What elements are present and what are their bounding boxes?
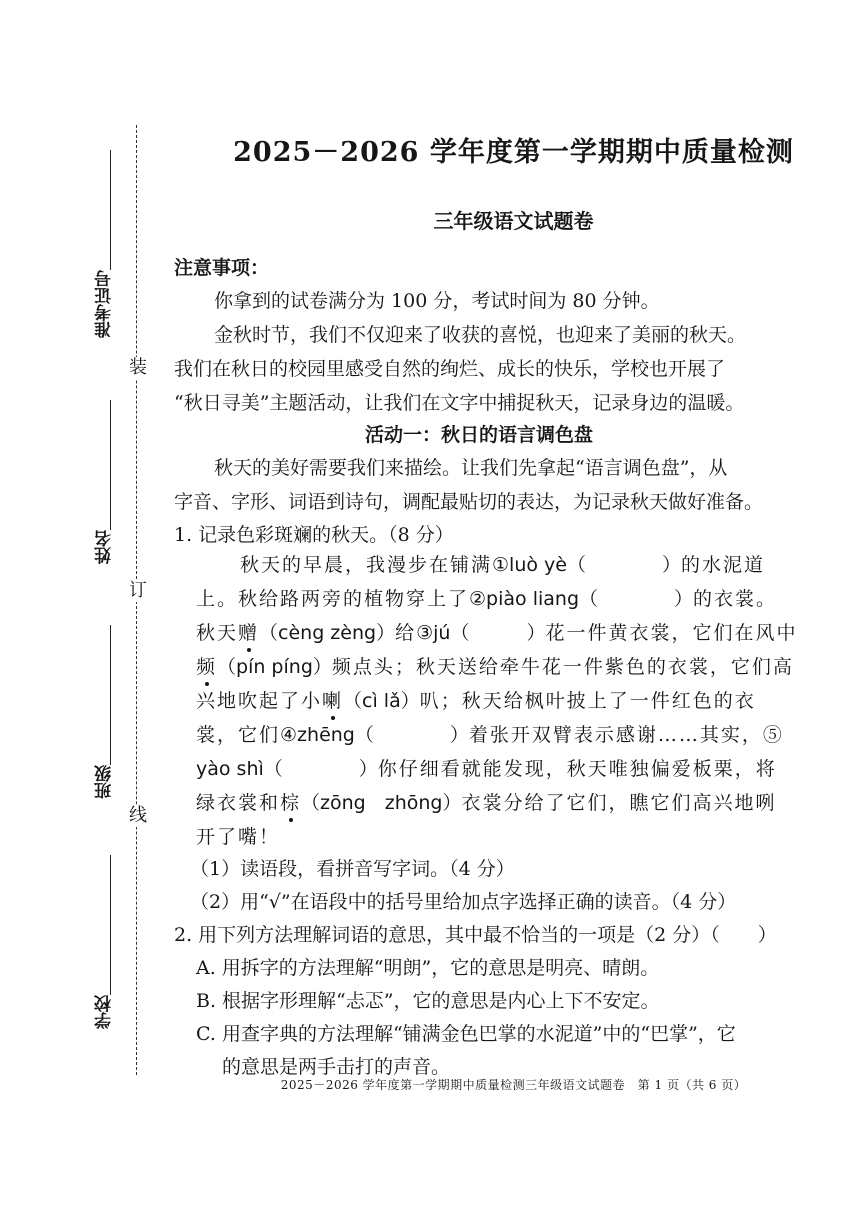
name-label: 姓名 bbox=[95, 530, 115, 564]
q1-paragraph-line-9: 开了嘴！ bbox=[196, 826, 281, 848]
class-label: 班级 bbox=[95, 765, 115, 799]
notice-line-4: “秋日寻美”主题活动，让我们在文字中捕捉秋天，记录身边的温暖。 bbox=[174, 392, 745, 414]
q1-paragraph-line-7 bbox=[196, 756, 786, 782]
admission-number-blank[interactable] bbox=[110, 150, 111, 270]
page-footer: 2025－2026 学年度第一学期期中质量检测三年级语文试题卷 第 1 页（共 6 页） bbox=[280, 1078, 747, 1092]
q1-sub-question-2: （2）用“√”在语段中的括号里给加点字选择正确的读音。（4 分） bbox=[190, 891, 737, 913]
q1-text: 秋天 bbox=[196, 622, 239, 644]
activity-intro-2: 字音、字形、词语到诗句，调配最贴切的表达，为记录秋天做好准备。 bbox=[174, 491, 764, 513]
q1-paragraph-line-3 bbox=[196, 620, 798, 646]
q1-text: 绿衣裳和 bbox=[196, 792, 281, 814]
dotted-char-la: 喇 bbox=[322, 690, 344, 712]
pinyin-choice-pin[interactable]: （pín píng） bbox=[217, 656, 332, 678]
q1-text: 秋天的早晨，我漫步在铺满 bbox=[240, 554, 493, 576]
q2-option-c-continued: 的意思是两手击打的声音。 bbox=[222, 1056, 451, 1078]
q1-text: 衣裳分给了它们，瞧它们高兴地咧 bbox=[461, 792, 777, 814]
school-blank[interactable] bbox=[110, 855, 111, 995]
q1-text: 着张开双臂表示感谢……其实，⑤ bbox=[468, 724, 784, 746]
q1-blank-3[interactable]: ③jú（ ） bbox=[416, 622, 546, 644]
q1-paragraph-line-4 bbox=[196, 654, 794, 680]
bind-char-ding: 订 bbox=[129, 580, 147, 601]
admission-number-label: 准考证号 bbox=[95, 270, 115, 338]
q1-text: 频点头；秋天送给牵牛花一件紫色的衣裳，它们高 bbox=[331, 656, 794, 678]
binding-sidebar bbox=[0, 0, 160, 1226]
q1-text: 上。秋给路两旁的植物穿上了 bbox=[196, 588, 470, 610]
pinyin-choice-la[interactable]: （cì lǎ） bbox=[343, 690, 420, 712]
q1-text: 裳，它们 bbox=[196, 724, 281, 746]
q1-text: 的水泥道 bbox=[680, 554, 765, 576]
q1-text: 的衣裳。 bbox=[693, 588, 778, 610]
q1-paragraph-line-6 bbox=[196, 722, 786, 748]
dotted-char-zeng: 赠 bbox=[238, 622, 260, 644]
activity-intro-1: 秋天的美好需要我们来描绘。让我们先拿起“语言调色盘”，从 bbox=[214, 457, 728, 479]
q1-blank-2[interactable]: ②piào liang（ ） bbox=[469, 588, 693, 610]
q1-paragraph-line-8 bbox=[196, 790, 786, 816]
q1-paragraph-line-5 bbox=[196, 688, 786, 714]
notice-line-2: 金秋时节，我们不仅迎来了收获的喜悦，也迎来了美丽的秋天。 bbox=[214, 324, 747, 346]
notice-line-1: 你拿到的试卷满分为 100 分，考试时间为 80 分钟。 bbox=[214, 290, 660, 312]
exam-subtitle: 三年级语文试题卷 bbox=[433, 209, 594, 233]
q1-blank-1[interactable]: ①luò yè（ ） bbox=[492, 554, 681, 576]
notice-heading: 注意事项： bbox=[174, 257, 270, 279]
q1-blank-5[interactable]: yào shì（ ） bbox=[196, 758, 378, 780]
dotted-char-zong: 棕 bbox=[280, 792, 302, 814]
dotted-char-pin: 频 bbox=[196, 656, 218, 678]
q1-blank-4[interactable]: ④zhēng（ ） bbox=[280, 724, 469, 746]
q1-text: 兴地吹起了小 bbox=[196, 690, 323, 712]
pinyin-choice-zong[interactable]: （zōng zhōng） bbox=[301, 792, 462, 814]
q1-sub-question-1: （1）读语段，看拼音写字词。（4 分） bbox=[190, 858, 515, 880]
notice-line-3: 我们在秋日的校园里感受自然的绚烂、成长的快乐，学校也开展了 bbox=[174, 358, 726, 380]
school-label: 学校 bbox=[95, 995, 115, 1029]
q1-text: 你仔细看就能发现，秋天唯独偏爱板栗，将 bbox=[377, 758, 777, 780]
q2-option-c[interactable]: C. 用查字典的方法理解“铺满金色巴掌的水泥道”中的“巴掌”，它 bbox=[196, 1023, 736, 1045]
q1-text: 叭；秋天给枫叶披上了一件红色的衣 bbox=[419, 690, 756, 712]
q2-title: 2. 用下列方法理解词语的意思，其中最不恰当的一项是（2 分）（ ） bbox=[174, 924, 777, 946]
q1-paragraph-line-2 bbox=[196, 586, 786, 612]
q1-text: 花一件黄衣裳，它们在风中 bbox=[545, 622, 798, 644]
q1-title: 1. 记录色彩斑斓的秋天。（8 分） bbox=[174, 524, 454, 546]
q2-option-b[interactable]: B. 根据字形理解“忐忑”，它的意思是内心上下不安定。 bbox=[196, 990, 660, 1012]
name-blank[interactable] bbox=[110, 400, 111, 530]
bind-char-xian: 线 bbox=[129, 805, 147, 826]
exam-title: 2025－2026 学年度第一学期期中质量检测 bbox=[233, 137, 794, 168]
bind-char-zhuang: 装 bbox=[129, 357, 147, 378]
activity-heading: 活动一：秋日的语言调色盘 bbox=[364, 424, 593, 446]
pinyin-choice-zeng[interactable]: （cèng zèng） bbox=[259, 622, 396, 644]
q2-option-a[interactable]: A. 用拆字的方法理解“明朗”，它的意思是明亮、晴朗。 bbox=[196, 957, 660, 979]
class-blank[interactable] bbox=[110, 625, 111, 765]
q1-paragraph-line-1 bbox=[196, 552, 786, 578]
q1-text: 给 bbox=[395, 622, 417, 644]
